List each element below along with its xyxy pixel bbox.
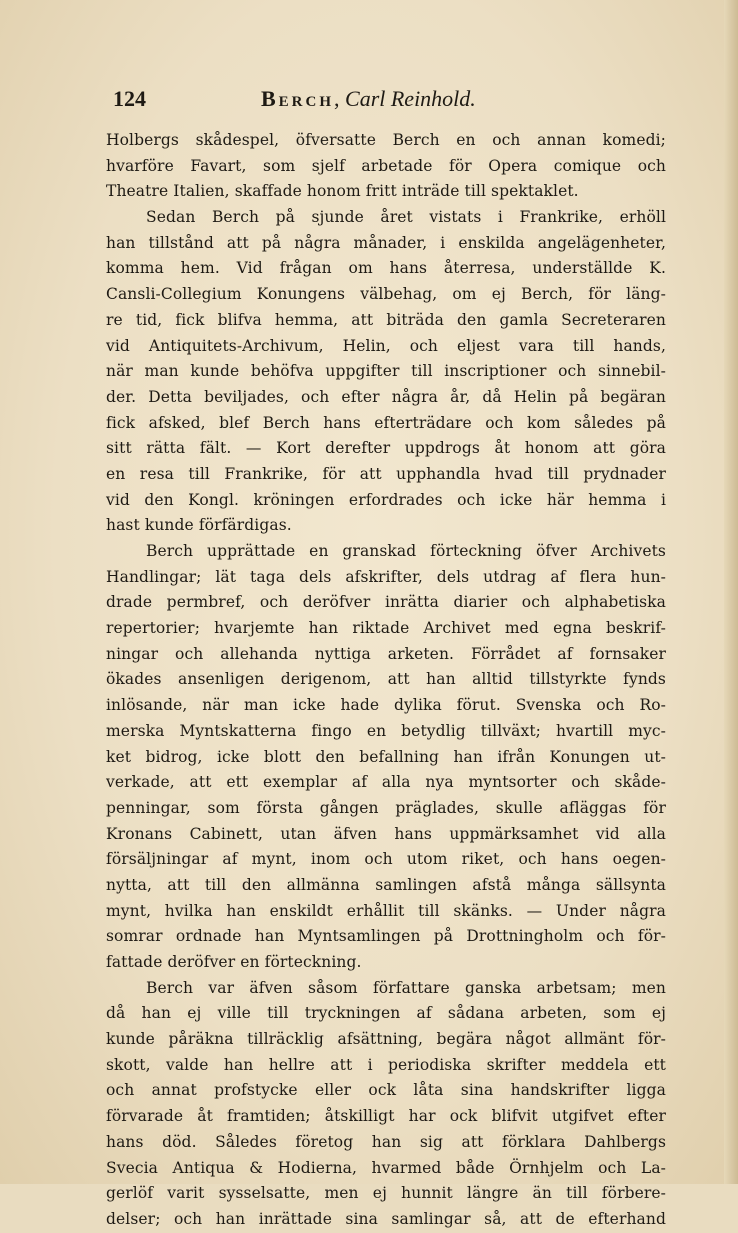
text-line: vid Antiquitets-Archivum, Helin, och eljest vara till hands, xyxy=(106,336,666,355)
page-header xyxy=(113,86,673,116)
text-line: hast kunde förfärdigas. xyxy=(106,516,292,535)
text-line: Handlingar; lät taga dels afskrifter, dels utdrag af flera hun- xyxy=(106,567,666,586)
text-line: penningar, som första gången präglades, skulle afläggas för xyxy=(106,798,666,817)
text-line: skott, valde han hellre att i periodiska skrifter meddela ett xyxy=(106,1055,666,1074)
text-line: gerlöf varit sysselsatte, men ej hunnit längre än till förbere- xyxy=(106,1184,666,1203)
page-edge xyxy=(724,0,738,1184)
text-line: Theatre Italien, skaffade honom fritt inträde till spektaklet. xyxy=(106,182,579,201)
text-line: re tid, fick blifva hemma, att biträda den gamla Secreteraren xyxy=(106,310,666,329)
text-line: Svecia Antiqua & Hodierna, hvarmed både Örnhjelm och La- xyxy=(106,1158,666,1177)
text-line: komma hem. Vid frågan om hans återresa, underställde K. xyxy=(106,259,666,278)
text-line: verkade, att ett exemplar af alla nya myntsorter och skåde- xyxy=(106,773,666,792)
text-line: ket bidrog, icke blott den befallning han ifrån Konungen ut- xyxy=(106,747,666,766)
text-line: nytta, att till den allmänna samlingen afstå många sällsynta xyxy=(106,875,666,894)
text-line: Kronans Cabinett, utan äfven hans uppmärksamhet vid alla xyxy=(106,824,666,843)
text-line: merska Myntskatterna fingo en betydlig tillväxt; hvartill myc- xyxy=(106,721,666,740)
text-line: Berch upprättade en granskad förteckning öfver Archivets xyxy=(146,542,666,560)
body-text xyxy=(106,128,666,1233)
text-line: när man kunde behöfva uppgifter till inscriptioner och sinnebil- xyxy=(106,362,666,381)
text-line: försäljningar af mynt, inom och utom riket, och hans oegen- xyxy=(106,850,666,869)
text-line: repertorier; hvarjemte han riktade Archivet med egna beskrif- xyxy=(106,619,666,638)
text-line: ökades ansenligen derigenom, att han alltid tillstyrkte fynds xyxy=(106,670,666,689)
text-line: drade permbref, och deröfver inrätta diarier och alphabetiska xyxy=(106,593,666,612)
running-head xyxy=(261,86,476,112)
text-line: mynt, hvilka han enskildt erhållit till skänks. — Under några xyxy=(106,901,666,920)
text-line: hvarföre Favart, som sjelf arbetade för Opera comique och xyxy=(106,156,666,175)
page-number: 124 xyxy=(113,86,146,111)
text-line: förvarade åt framtiden; åtskilligt har ock blifvit utgifvet efter xyxy=(106,1107,666,1126)
text-line: hans död. Således företog han sig att förklara Dahlbergs xyxy=(106,1132,666,1151)
text-line: och annat profstycke eller ock låta sina handskrifter ligga xyxy=(106,1081,666,1100)
running-head-comma: , xyxy=(334,86,346,111)
text-line: sitt rätta fält. — Kort derefter uppdrogs åt honom att göra xyxy=(106,439,666,458)
text-line: han tillstånd att på några månader, i enskilda angelägenheter, xyxy=(106,233,666,252)
text-line: fattade deröfver en förteckning. xyxy=(106,953,362,971)
text-line: vid den Kongl. kröningen erfordrades och icke här hemma i xyxy=(106,490,666,509)
text-line: ningar och allehanda nyttiga arketen. Förrådet af fornsaker xyxy=(106,644,666,663)
text-line: en resa till Frankrike, för att upphandla hvad till prydnader xyxy=(106,464,666,483)
running-head-surname: Berch xyxy=(261,86,335,111)
text-line: inlösande, när man icke hade dylika förut. Svenska och Ro- xyxy=(106,696,666,715)
text-line: då han ej ville till tryckningen af sådana arbeten, som ej xyxy=(106,1004,666,1023)
text-line: Cansli-Collegium Konungens välbehag, om ej Berch, för läng- xyxy=(106,285,666,304)
text-line: fick afsked, blef Berch hans efterträdare och kom således på xyxy=(106,413,666,432)
text-line: delser; och han inrättade sina samlingar så, att de efterhand xyxy=(106,1209,666,1228)
text-line: Sedan Berch på sjunde året vistats i Frankrike, erhöll xyxy=(146,208,666,227)
running-head-given-name: Carl Reinhold. xyxy=(345,86,476,111)
text-line: der. Detta beviljades, och efter några år, då Helin på begäran xyxy=(106,387,666,406)
text-line: somrar ordnade han Myntsamlingen på Drottningholm och för- xyxy=(106,927,666,946)
text-line: kunde påräkna tillräcklig afsättning, begära något allmänt för- xyxy=(106,1030,666,1049)
text-line: Berch var äfven såsom författare ganska arbetsam; men xyxy=(146,978,666,997)
text-line: Holbergs skådespel, öfversatte Berch en och annan komedi; xyxy=(106,131,666,149)
